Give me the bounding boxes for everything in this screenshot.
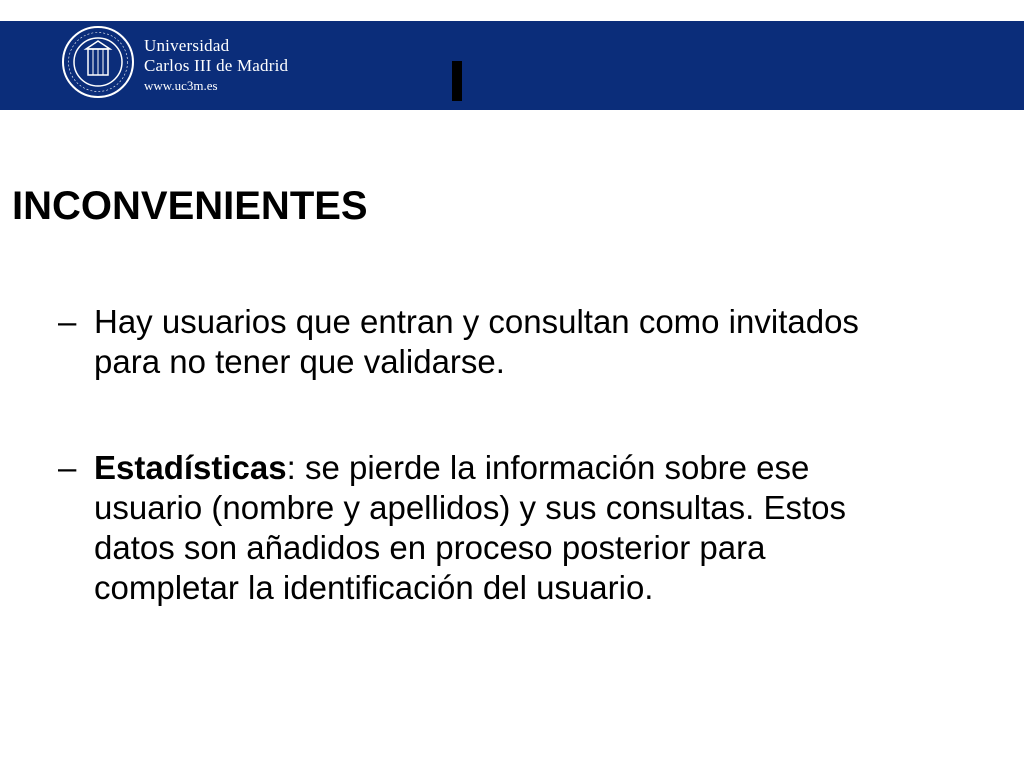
university-website: www.uc3m.es [144, 78, 218, 93]
slide-heading: INCONVENIENTES [12, 184, 368, 228]
bullet-list [58, 302, 918, 608]
bullet-text: Hay usuarios que entran y consultan como invitados para no tener que validarse. [94, 303, 859, 380]
bullet-item-invited-users [58, 302, 918, 382]
bullet-dash: – [58, 303, 77, 340]
header-bar [0, 21, 1024, 110]
university-name [144, 36, 288, 76]
university-name-line2: Carlos III de Madrid [144, 56, 289, 75]
bullet-dash: – [58, 449, 77, 486]
university-seal-icon [61, 25, 135, 99]
university-name-line1: Universidad [144, 36, 230, 55]
header-divider-mark [452, 61, 462, 101]
bullet-bold-term: Estadísticas [94, 449, 287, 486]
bullet-text: : se pierde la información sobre ese usuario (nombre y apellidos) y sus consultas. Estos datos son añadidos en proceso posterior para completar la identificación del usuario. [94, 449, 847, 606]
bullet-item-statistics [58, 448, 918, 608]
